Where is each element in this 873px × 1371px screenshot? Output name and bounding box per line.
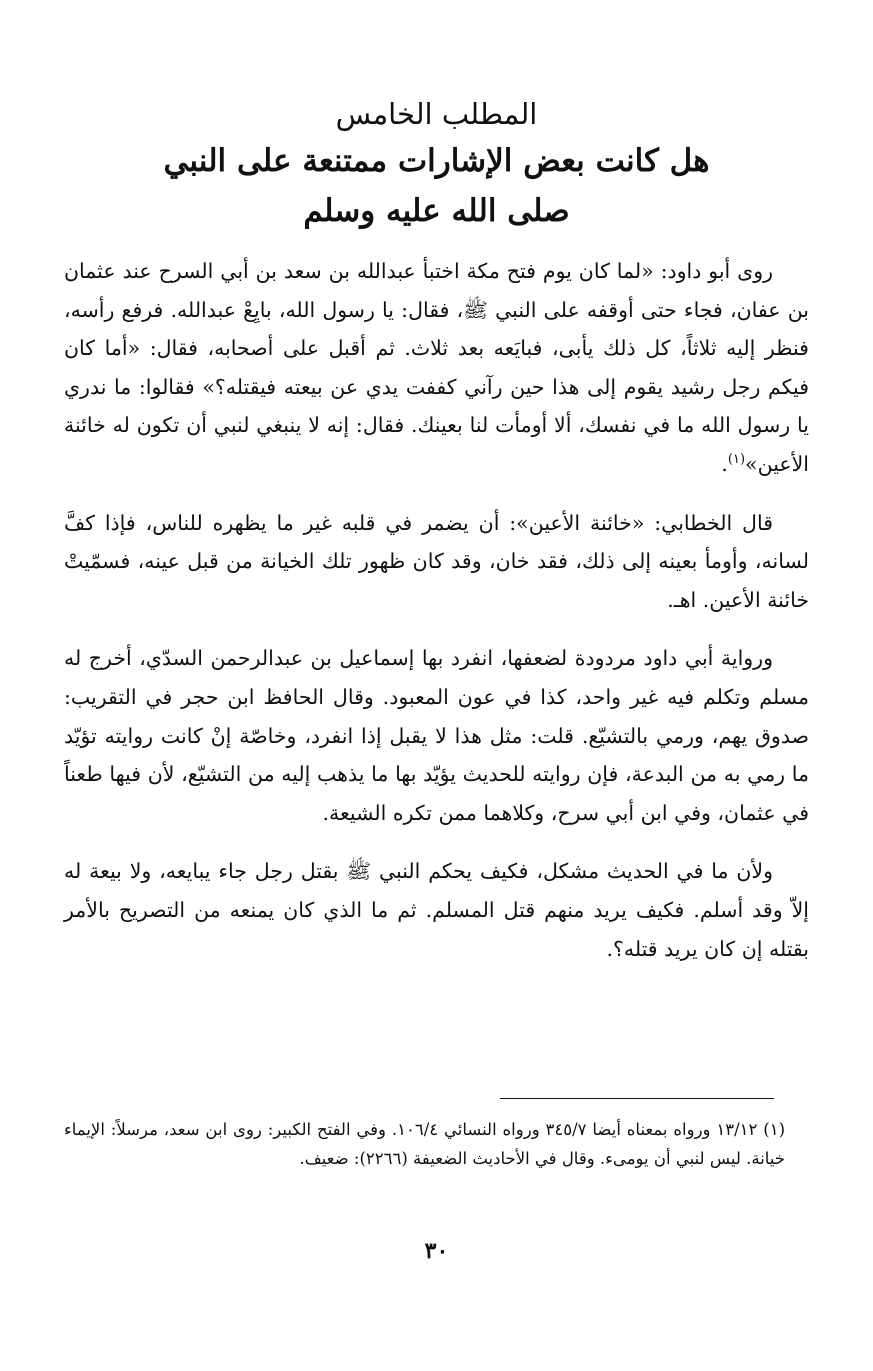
- heading-block: [60, 92, 813, 236]
- body-text: [64, 252, 809, 988]
- footnote: (١) ١٣/١٢ ورواه بمعناه أيضا ٣٤٥/٧ ورواه النسائي ١٠٦/٤. وفي الفتح الكبير: روى ابن سعد، مرسلاً: الإيماء خيانة. ليس لنبي أن يومىء. وقال في الأحاديث الضعيفة (٢٢٦٦): ضعيف.: [64, 1120, 785, 1168]
- chapter-title-line-1: هل كانت بعض الإشارات ممتنعة على النبي: [163, 143, 710, 179]
- paragraph-hadith: روى أبو داود: «لما كان يوم فتح مكة اختبأ عبدالله بن سعد بن أبي السرح عند عثمان بن عفان، فجاء حتى أوقفه على النبي ﷺ، فقال: يا رسول الله، بايِعْ عبدالله. فرفع رأسه، فنظر إليه ثلاثاً، كل ذلك يأبى، فبايَعه بعد ثلاث. ثم أقبل على أصحابه، فقال: «أما كان فيكم رجل رشيد يقوم إلى هذا حين رآني كففت يدي عن بيعته فيقتله؟» فقالوا: ما ندري يا رسول الله ما في نفسك، ألا أومأت لنا بعينك. فقال: إنه لا ينبغي لنبي أن تكون له خائنة الأعين»$^{(١)}$.: [64, 259, 809, 476]
- paragraph-khattabi: قال الخطابي: «خائنة الأعين»: أن يضمر في قلبه غير ما يظهره للناس، فإذا كفَّ لسانه، وأومأ بعينه إلى ذلك، فقد خان، وقد كان ظهور تلك الخيانة من قبل عينه، فسمّيتْ خائنة الأعين. اهـ.: [64, 510, 809, 612]
- footnote-divider: [500, 1098, 774, 1099]
- paragraph-text: روى أبو داود: «لما كان يوم فتح مكة اختبأ عبدالله بن سعد بن أبي السرح عند عثمان بن عفان، فجاء حتى أوقفه على النبي ﷺ، فقال: يا رسول الله، بايِعْ عبدالله. فرفع رأسه، فنظر إليه ثلاثاً، كل ذلك يأبى، فبايَعه بعد ثلاث. ثم أقبل على أصحابه، فقال: «أما كان فيكم رجل رشيد يقوم إلى هذا حين رآني كففت يدي عن بيعته فيقتله؟» فقالوا: ما ندري يا رسول الله ما في نفسك، ألا أومأت لنا بعينك. فقال: إنه لا ينبغي لنبي أن تكون له خائنة الأعين»: [64, 259, 809, 476]
- footnote-reference: (١): [727, 452, 746, 468]
- section-label: المطلب الخامس: [335, 97, 538, 131]
- page-number: ٣٠: [424, 1238, 449, 1264]
- chapter-title-line-2: صلى الله عليه وسلم: [303, 193, 570, 229]
- paragraph-problem: ولأن ما في الحديث مشكل، فكيف يحكم النبي ﷺ بقتل رجل جاء يبايعه، ولا بيعة له إلاّ وقد أسلم. فكيف يريد منهم قتل المسلم. ثم ما الذي كان يمنعه من التصريح بالأمر بقتله إن كان يريد قتله؟.: [64, 859, 809, 961]
- paragraph-isnad-critique: ورواية أبي داود مردودة لضعفها، انفرد بها إسماعيل بن عبدالرحمن السدّي، أخرج له مسلم وتكلم فيه غير واحد، كذا في عون المعبود. وقال الحافظ ابن حجر في التقريب: صدوق يهم، ورمي بالتشيّع. قلت: مثل هذا لا يقبل إذا انفرد، وخاصّة إنْ كانت روايته تؤيّد ما رمي به من البدعة، فإن روايته للحديث يؤيّد بها ما يذهب إليه من التشيّع، لأن فيها طعناً في عثمان، وفي ابن أبي سرح، وكلاهما ممن تكره الشيعة.: [64, 646, 809, 825]
